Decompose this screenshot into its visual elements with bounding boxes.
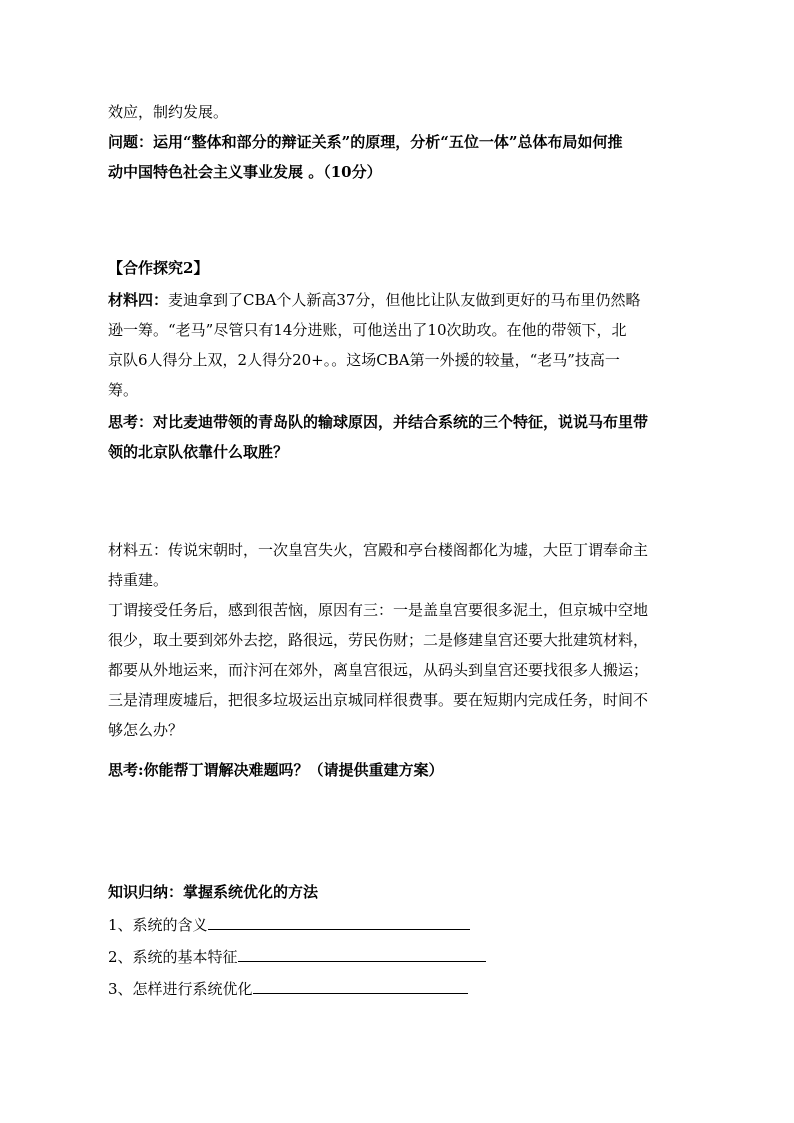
material5-line-6: 三是清理废墟后，把很多垃圾运出京城同样很费事。要在短期内完成任务，时间不: [108, 691, 649, 709]
summary-title: 知识归纳：掌握系统优化的方法: [108, 883, 319, 901]
answer-blank-3[interactable]: [253, 976, 468, 994]
think4-line-2: 领的北京队依靠什么取胜？: [108, 443, 289, 461]
summary-item-3-label: 3、怎样进行系统优化: [108, 980, 253, 998]
material4-line-1: [108, 288, 640, 312]
material4-label: 材料四：: [108, 291, 169, 309]
material4-line-2: 逊一筹。“老马”尽管只有14分进账，可他送出了10次助攻。在他的带领下，北: [108, 321, 627, 339]
material4-text-1: 麦迪拿到了CBA个人新高37分，但他比让队友做到更好的马布里仍然略: [168, 291, 641, 309]
material4-line-4: 筹。: [108, 381, 139, 399]
summary-item-2: [108, 944, 486, 968]
material5-line-7: 够怎么办？: [108, 721, 184, 739]
summary-item-3: [108, 976, 468, 1000]
answer-blank-2[interactable]: [238, 944, 486, 962]
answer-blank-1[interactable]: [208, 912, 470, 930]
material5-line-5: 都要从外地运来，而汴河在郊外，离皇宫很远，从码头到皇宫还要找很多人搬运；: [108, 661, 649, 679]
summary-item-1-label: 1、系统的含义: [108, 916, 208, 934]
material4-line-3: 京队6人得分上双，2人得分20+。。这场CBA第一外援的较量，“老马”技高一: [108, 351, 620, 369]
question-text-1: 运用“整体和部分的辩证关系”的原理，分析“五位一体”总体布局如何推: [153, 133, 623, 151]
think5-line: 思考:你能帮丁谓解决难题吗？（请提供重建方案）: [108, 761, 444, 779]
question-line-1: [108, 130, 623, 154]
summary-item-1: [108, 912, 470, 936]
summary-item-2-label: 2、系统的基本特征: [108, 948, 238, 966]
section-title: 【合作探究2】: [108, 259, 209, 277]
material5-line-2: 持重建。: [108, 571, 169, 589]
material5-line-3: 丁谓接受任务后，感到很苦恼，原因有三：一是盖皇宫要很多泥土，但京城中空地: [108, 601, 649, 619]
question-label: 问题：: [108, 133, 154, 151]
question-line-2: 动中国特色社会主义事业发展 。（10分）: [108, 163, 382, 181]
continuation-text: 效应，制约发展。: [108, 103, 229, 121]
think4-line-1: 思考：对比麦迪带领的青岛队的输球原因，并结合系统的三个特征，说说马布里带: [108, 413, 649, 431]
material5-line-1: 材料五：传说宋朝时，一次皇宫失火，宫殿和亭台楼阁都化为墟，大臣丁谓奉命主: [108, 541, 649, 559]
material5-line-4: 很少，取土要到郊外去挖，路很远，劳民伤财；二是修建皇宫还要大批建筑材料，: [108, 631, 649, 649]
